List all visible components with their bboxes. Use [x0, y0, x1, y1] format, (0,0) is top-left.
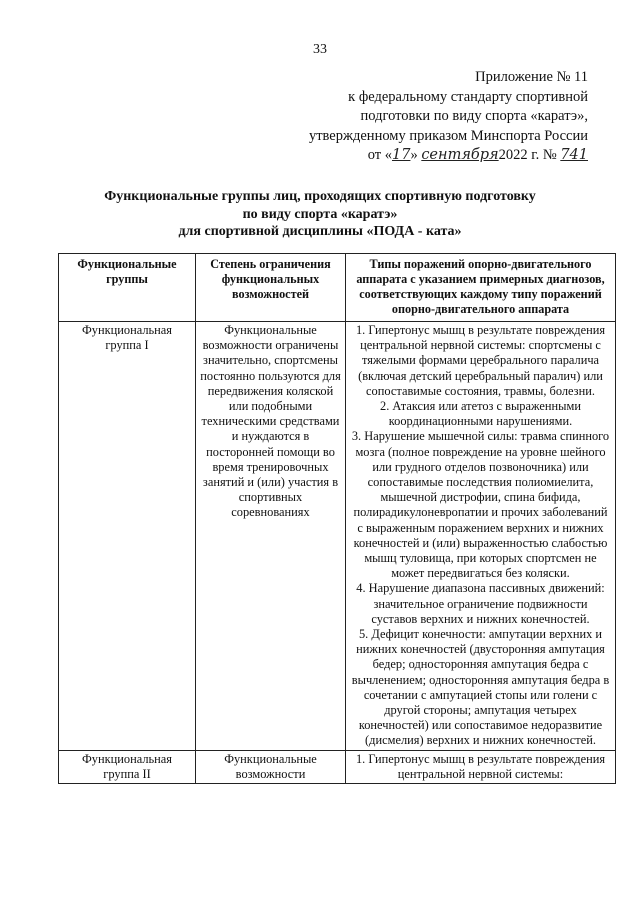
- date-prefix: от «: [367, 147, 392, 163]
- handwritten-day: 17: [391, 147, 411, 163]
- column-header-groups: Функциональные группы: [59, 254, 196, 322]
- date-mid: »: [410, 147, 418, 163]
- appendix-header: [268, 68, 588, 166]
- table-header-row: [59, 254, 616, 322]
- handwritten-doc-number: 741: [560, 147, 588, 163]
- diagnosis-item: 5. Дефицит конечности: ампутации верхних и нижних конечностей (двусторонняя ампутация бедер; односторонняя ампутация бедра с вычленением; односторонняя ампутация бедра в сочетании с ампутацией стопы или голени с другой стороны; ампутация четырех конечностей) или сопоставимое недоразвитие (дисмелия) верхних и нижних конечностей.: [351, 627, 610, 748]
- handwritten-month: сентября: [421, 147, 499, 163]
- group-cell: Функциональная группа II: [59, 750, 196, 783]
- column-header-diagnoses: Типы поражений опорно-двигательного аппарата с указанием примерных диагнозов, соответствующих каждому типу поражений опорно-двигательного аппарата: [346, 254, 616, 322]
- appendix-line: подготовки по виду спорта «каратэ»,: [360, 108, 588, 124]
- table-row: [59, 750, 616, 783]
- title-line-1: Функциональные группы лиц, проходящих спортивную подготовку: [104, 189, 536, 204]
- limitation-cell: Функциональные возможности: [196, 750, 346, 783]
- functional-groups-table: [58, 253, 616, 784]
- diagnosis-item: 1. Гипертонус мышц в результате повреждения центральной нервной системы: спортсмены с тяжелыми формами церебрального паралича (включая детский церебральный паралич) или сопоставимые состояния, травмы, болезни.: [355, 323, 606, 398]
- date-year: 2022 г. №: [498, 147, 557, 163]
- table-row: [59, 322, 616, 751]
- page-number: 33: [313, 42, 327, 57]
- diagnosis-item: 1. Гипертонус мышц в результате повреждения центральной нервной системы:: [355, 751, 606, 781]
- appendix-line: утвержденному приказом Минспорта России: [308, 127, 588, 144]
- title-line-3: для спортивной дисциплины «ПОДА - ката»: [178, 224, 462, 239]
- limitation-cell: Функциональные возможности ограничены значительно, спортсмены постоянно пользуются для передвижения коляской или подобными техническими средствами и нуждаются в посторонней помощи во время тренировочных занятий и (или) участия в спортивных соревнованиях: [196, 322, 346, 751]
- column-header-limitation: Степень ограничения функциональных возможностей: [196, 254, 346, 322]
- diagnoses-cell: [346, 322, 616, 751]
- title-line-2: по виду спорта «каратэ»: [242, 206, 398, 222]
- diagnosis-item: 2. Атаксия или атетоз с выраженными координационными нарушениями.: [380, 399, 581, 429]
- group-cell: Функциональная группа I: [59, 322, 196, 751]
- appendix-date-line: [268, 146, 588, 166]
- appendix-title: Приложение № 11: [475, 69, 588, 85]
- diagnosis-item: 4. Нарушение диапазона пассивных движений: значительное ограничение подвижности суставов верхних и нижних конечностей.: [356, 581, 605, 626]
- diagnosis-item: 3. Нарушение мышечной силы: травма спинного мозга (полное повреждение на уровне шейного или грудного отделов позвоночника) или сопоставимые последствия полиомиелита, мышечной дистрофии, спина бифида, полирадикулоневропатии и прочих заболеваний с выраженным поражением верхних и нижних конечностей и (или) выраженностью слабостью мышц туловища, при которых спортсмен не может передвигаться без коляски.: [351, 429, 610, 581]
- appendix-line: к федеральному стандарту спортивной: [348, 88, 588, 105]
- document-title: [0, 188, 640, 241]
- diagnoses-cell: [346, 750, 616, 783]
